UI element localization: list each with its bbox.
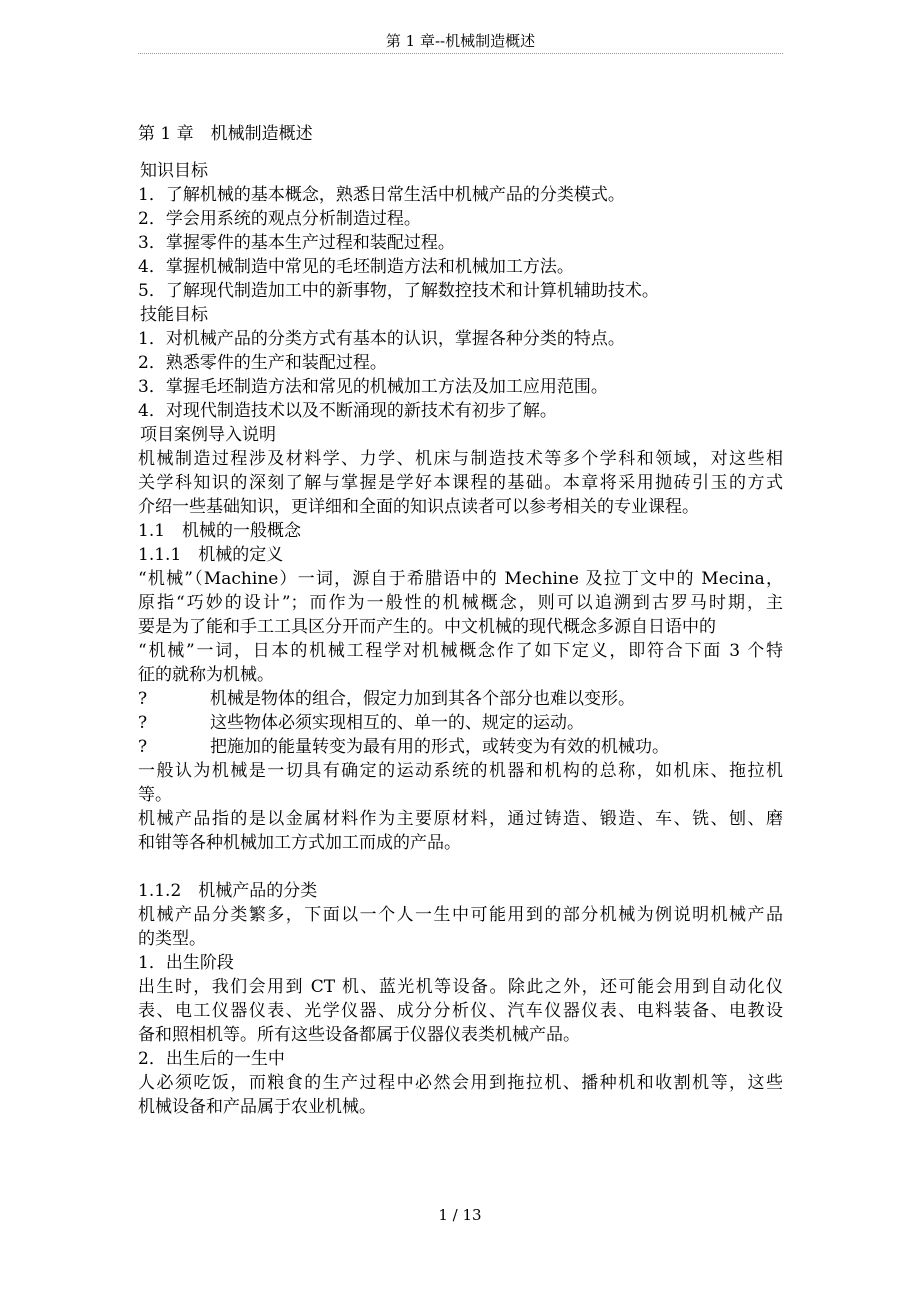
header-divider	[138, 53, 783, 54]
text-line: 介绍一些基础知识，更详细和全面的知识点读者可以参考相关的专业课程。	[138, 497, 699, 517]
text-line: 关学科知识的深刻了解与掌握是学好本课程的基础。本章将采用抛砖引玉的方式	[138, 473, 783, 493]
text-line: 1.1.1 机械的定义	[138, 545, 284, 565]
text-line: 表、电工仪器仪表、光学仪器、成分分析仪、汽车仪器仪表、电料装备、电教设	[138, 1001, 783, 1021]
bullet-text: 这些物体必须实现相互的、单一的、规定的运动。	[210, 713, 584, 733]
text-line: 1.1 机械的一般概念	[138, 521, 302, 541]
text-line: 2．出生后的一生中	[138, 1049, 285, 1069]
text-line: 知识目标	[140, 161, 208, 181]
text-line: 1．出生阶段	[138, 953, 234, 973]
text-line: 一般认为机械是一切具有确定的运动系统的机器和机构的总称，如机床、拖拉机	[138, 761, 783, 781]
text-line: 项目案例导入说明	[140, 425, 276, 445]
text-line: “机械”一词，日本的机械工程学对机械概念作了如下定义，即符合下面 3 个特	[138, 641, 783, 661]
page-header: 第 1 章--机械制造概述	[385, 32, 536, 50]
text-line: 机械制造过程涉及材料学、力学、机床与制造技术等多个学科和领域，对这些相	[138, 449, 783, 469]
text-line: 1．了解机械的基本概念，熟悉日常生活中机械产品的分类模式。	[138, 185, 625, 205]
bullet-item	[138, 711, 783, 735]
bullet-item	[138, 735, 783, 759]
page-number: 1 / 13	[438, 1206, 482, 1224]
chapter-title: 第 1 章 机械制造概述	[138, 124, 313, 144]
text-line: 和钳等各种机械加工方式加工而成的产品。	[138, 833, 461, 853]
text-line: 出生时，我们会用到 CT 机、蓝光机等设备。除此之外，还可能会用到自动化仪	[138, 977, 783, 997]
blank-line	[138, 855, 783, 879]
text-line: 1.1.2 机械产品的分类	[138, 881, 318, 901]
text-line: 要是为了能和手工工具区分开而产生的。中文机械的现代概念多源自日语中的	[138, 617, 716, 637]
text-line: 的类型。	[138, 929, 206, 949]
text-line: 征的就称为机械。	[138, 665, 274, 685]
text-line: “机械”（Machine）一词，源自于希腊语中的 Mechine 及拉丁文中的 Mecina，	[138, 569, 783, 589]
bullet-marker: ?	[138, 713, 148, 733]
text-line: 2．学会用系统的观点分析制造过程。	[138, 209, 421, 229]
text-line: 4．掌握机械制造中常见的毛坯制造方法和机械加工方法。	[138, 257, 574, 277]
bullet-text: 把施加的能量转变为最有用的形式，或转变为有效的机械功。	[210, 737, 669, 757]
text-line: 3．掌握零件的基本生产过程和装配过程。	[138, 233, 455, 253]
document-body	[138, 119, 783, 1119]
text-line: 机械产品指的是以金属材料作为主要原材料，通过铸造、锻造、车、铣、刨、磨	[138, 809, 783, 829]
bullet-text: 机械是物体的组合，假定力加到其各个部分也难以变形。	[210, 689, 635, 709]
bullet-marker: ?	[138, 737, 148, 757]
text-line: 3．掌握毛坯制造方法和常见的机械加工方法及加工应用范围。	[138, 377, 608, 397]
text-line: 原指“巧妙的设计”；而作为一般性的机械概念，则可以追溯到古罗马时期，主	[138, 593, 783, 613]
text-line: 1．对机械产品的分类方式有基本的认识，掌握各种分类的特点。	[138, 329, 625, 349]
bullet-marker: ?	[138, 689, 148, 709]
text-line: 机械产品分类繁多，下面以一个人一生中可能用到的部分机械为例说明机械产品	[138, 905, 783, 925]
text-line: 人必须吃饭，而粮食的生产过程中必然会用到拖拉机、播种机和收割机等，这些	[138, 1073, 783, 1093]
text-line: 2．熟悉零件的生产和装配过程。	[138, 353, 387, 373]
text-line: 机械设备和产品属于农业机械。	[138, 1097, 376, 1117]
text-line: 技能目标	[140, 305, 208, 325]
text-line: 备和照相机等。所有这些设备都属于仪器仪表类机械产品。	[138, 1025, 580, 1045]
text-line: 5．了解现代制造加工中的新事物，了解数控技术和计算机辅助技术。	[138, 281, 659, 301]
text-line: 等。	[138, 785, 172, 805]
bullet-item	[138, 687, 783, 711]
text-line: 4．对现代制造技术以及不断涌现的新技术有初步了解。	[138, 401, 557, 421]
